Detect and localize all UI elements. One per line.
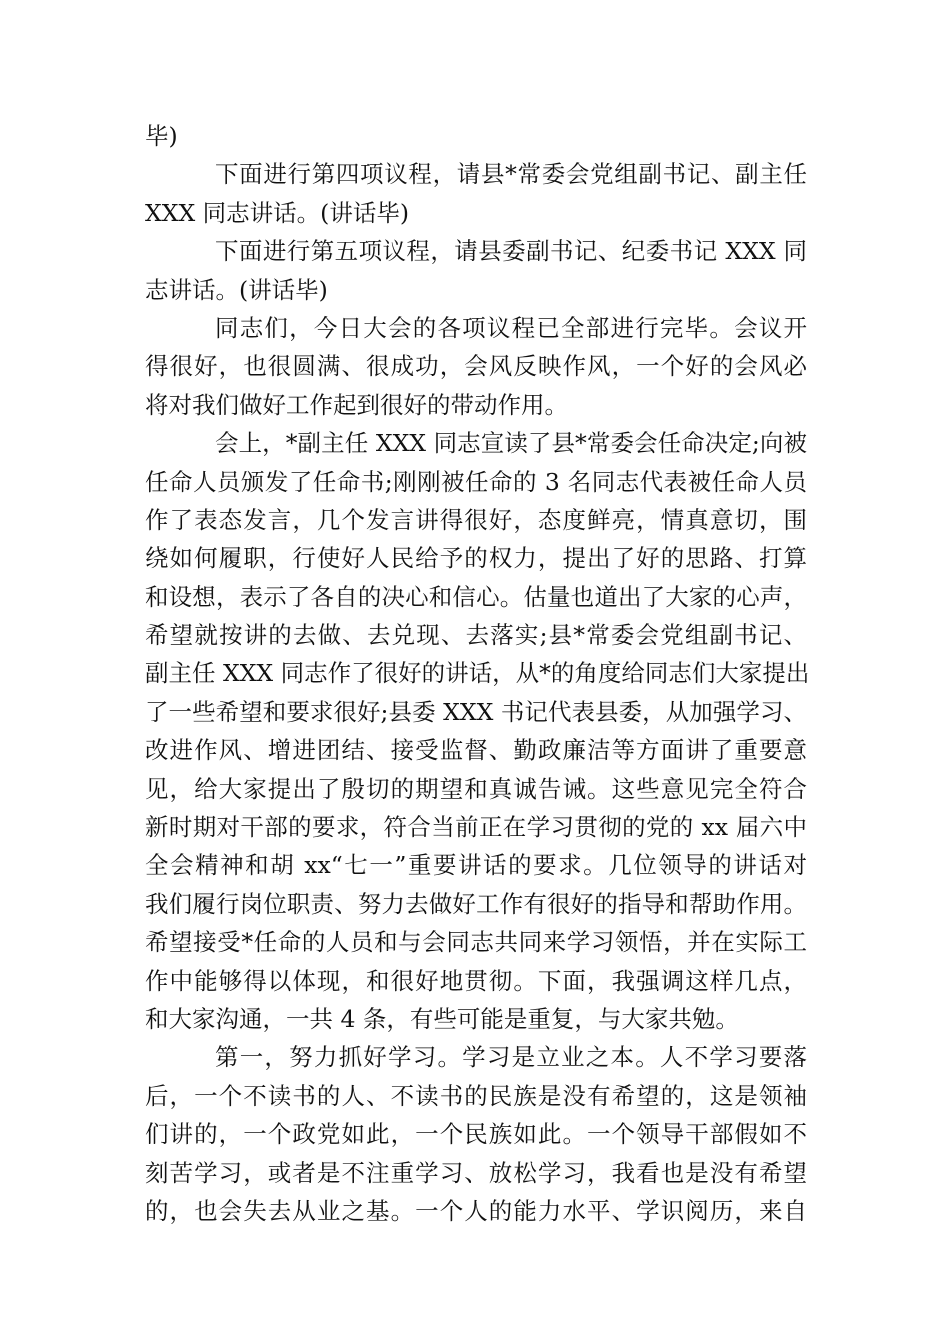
paragraph-start-line: 下面进行第四项议程，请县*常委会党组副书记、副主任	[215, 160, 807, 189]
text-line: 作中能够得以体现，和很好地贯彻。下面，我强调这样几点，	[145, 966, 807, 995]
paragraph-start-line: 第一，努力抓好学习。学习是立业之本。人不学习要落	[215, 1043, 807, 1072]
text-line: 志讲话。(讲话毕)	[145, 275, 328, 304]
document-page	[145, 117, 810, 1230]
text-line: 改进作风、增进团结、接受监督、勤政廉洁等方面讲了重要意	[145, 736, 807, 765]
text-line: 刻苦学习，或者是不注重学习、放松学习，我看也是没有希望	[145, 1158, 807, 1187]
text-line: 希望就按讲的去做、去兑现、去落实;县*常委会党组副书记、	[145, 621, 807, 650]
text-line: 任命人员颁发了任命书;刚刚被任命的 3 名同志代表被任命人员	[145, 467, 807, 496]
text-line: 见，给大家提出了殷切的期望和真诚告诫。这些意见完全符合	[145, 774, 807, 803]
text-line: 我们履行岗位职责、努力去做好工作有很好的指导和帮助作用。	[145, 889, 807, 918]
text-line: 和设想，表示了各自的决心和信心。估量也道出了大家的心声，	[145, 582, 807, 611]
text-line: 希望接受*任命的人员和与会同志共同来学习领悟，并在实际工	[145, 928, 807, 957]
text-line: 后，一个不读书的人、不读书的民族是没有希望的，这是领袖	[145, 1081, 807, 1110]
paragraph-start-line: 同志们，今日大会的各项议程已全部进行完毕。会议开	[215, 313, 807, 342]
text-line: 毕)	[145, 122, 178, 150]
text-line: 绕如何履职，行使好人民给予的权力，提出了好的思路、打算	[145, 544, 807, 573]
paragraph-start-line: 会上，*副主任 XXX 同志宣读了县*常委会任命决定;向被	[215, 429, 807, 458]
text-line: 全会精神和胡 xx“七一”重要讲话的要求。几位领导的讲话对	[145, 851, 807, 880]
text-line: 副主任 XXX 同志作了很好的讲话，从*的角度给同志们大家提出	[145, 659, 810, 688]
text-line: 作了表态发言，几个发言讲得很好，态度鲜亮，情真意切，围	[145, 505, 807, 534]
text-line: 将对我们做好工作起到很好的带动作用。	[145, 390, 568, 419]
text-line: 新时期对干部的要求，符合当前正在学习贯彻的党的 xx 届六中	[145, 813, 807, 842]
text-line: 和大家沟通，一共 4 条，有些可能是重复，与大家共勉。	[145, 1004, 739, 1033]
text-line: 们讲的，一个政党如此，一个民族如此。一个领导干部假如不	[145, 1120, 807, 1149]
text-line: 得很好，也很圆满、很成功，会风反映作风，一个好的会风必	[145, 352, 807, 381]
text-line: XXX 同志讲话。(讲话毕)	[145, 198, 409, 227]
paragraph-start-line: 下面进行第五项议程，请县委副书记、纪委书记 XXX 同	[215, 237, 807, 266]
text-line: 的，也会失去从业之基。一个人的能力水平、学识阅历，来自	[145, 1196, 807, 1225]
text-line: 了一些希望和要求很好;县委 XXX 书记代表县委，从加强学习、	[145, 697, 807, 726]
